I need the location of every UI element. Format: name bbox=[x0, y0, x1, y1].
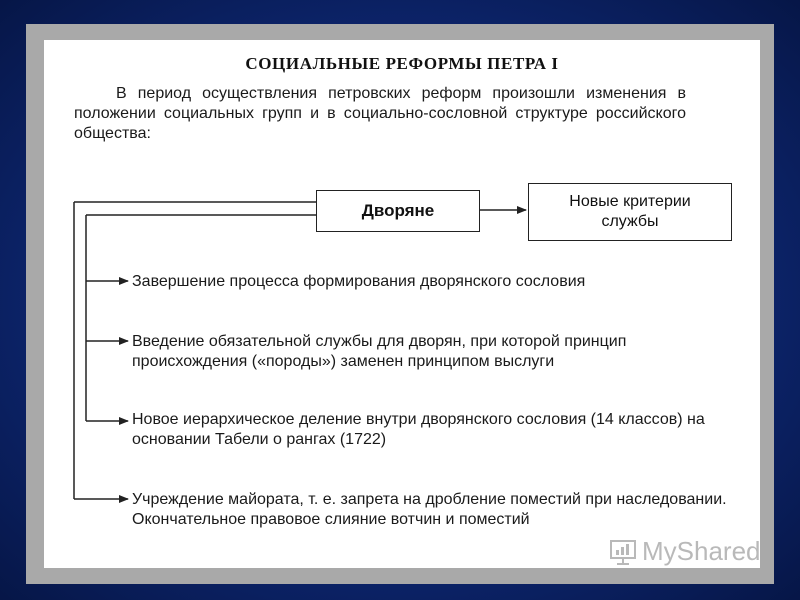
intro-text: В период осуществления петровских реформ произошли изменения в положении социальных групп и в социально-сословной структуре российского общества: bbox=[74, 85, 686, 142]
new-criteria-box bbox=[528, 183, 732, 241]
reform-item-3: Новое иерархическое деление внутри дворянского сословия (14 классов) на основании Табели о рангах (1722) bbox=[132, 411, 705, 448]
nobles-label: Дворяне bbox=[361, 201, 435, 220]
reform-item-2: Введение обязательной службы для дворян, при которой принцип происхождения («породы») заменен принципом выслуги bbox=[132, 333, 627, 370]
page-title: СОЦИАЛЬНЫЕ РЕФОРМЫ ПЕТРА I bbox=[245, 54, 559, 73]
presentation-icon bbox=[608, 537, 638, 567]
watermark bbox=[608, 536, 761, 567]
reform-item-1: Завершение процесса формирования дворянского сословия bbox=[132, 273, 586, 290]
diagram-card bbox=[44, 40, 760, 568]
new-criteria-label: Новые критерии службы bbox=[569, 193, 691, 230]
reform-item-4: Учреждение майората, т. е. запрета на дробление поместий при наследовании. Окончательное правовое слияние вотчин и поместий bbox=[132, 491, 727, 528]
watermark-text: MyShared bbox=[642, 536, 761, 566]
nobles-box bbox=[316, 190, 480, 232]
